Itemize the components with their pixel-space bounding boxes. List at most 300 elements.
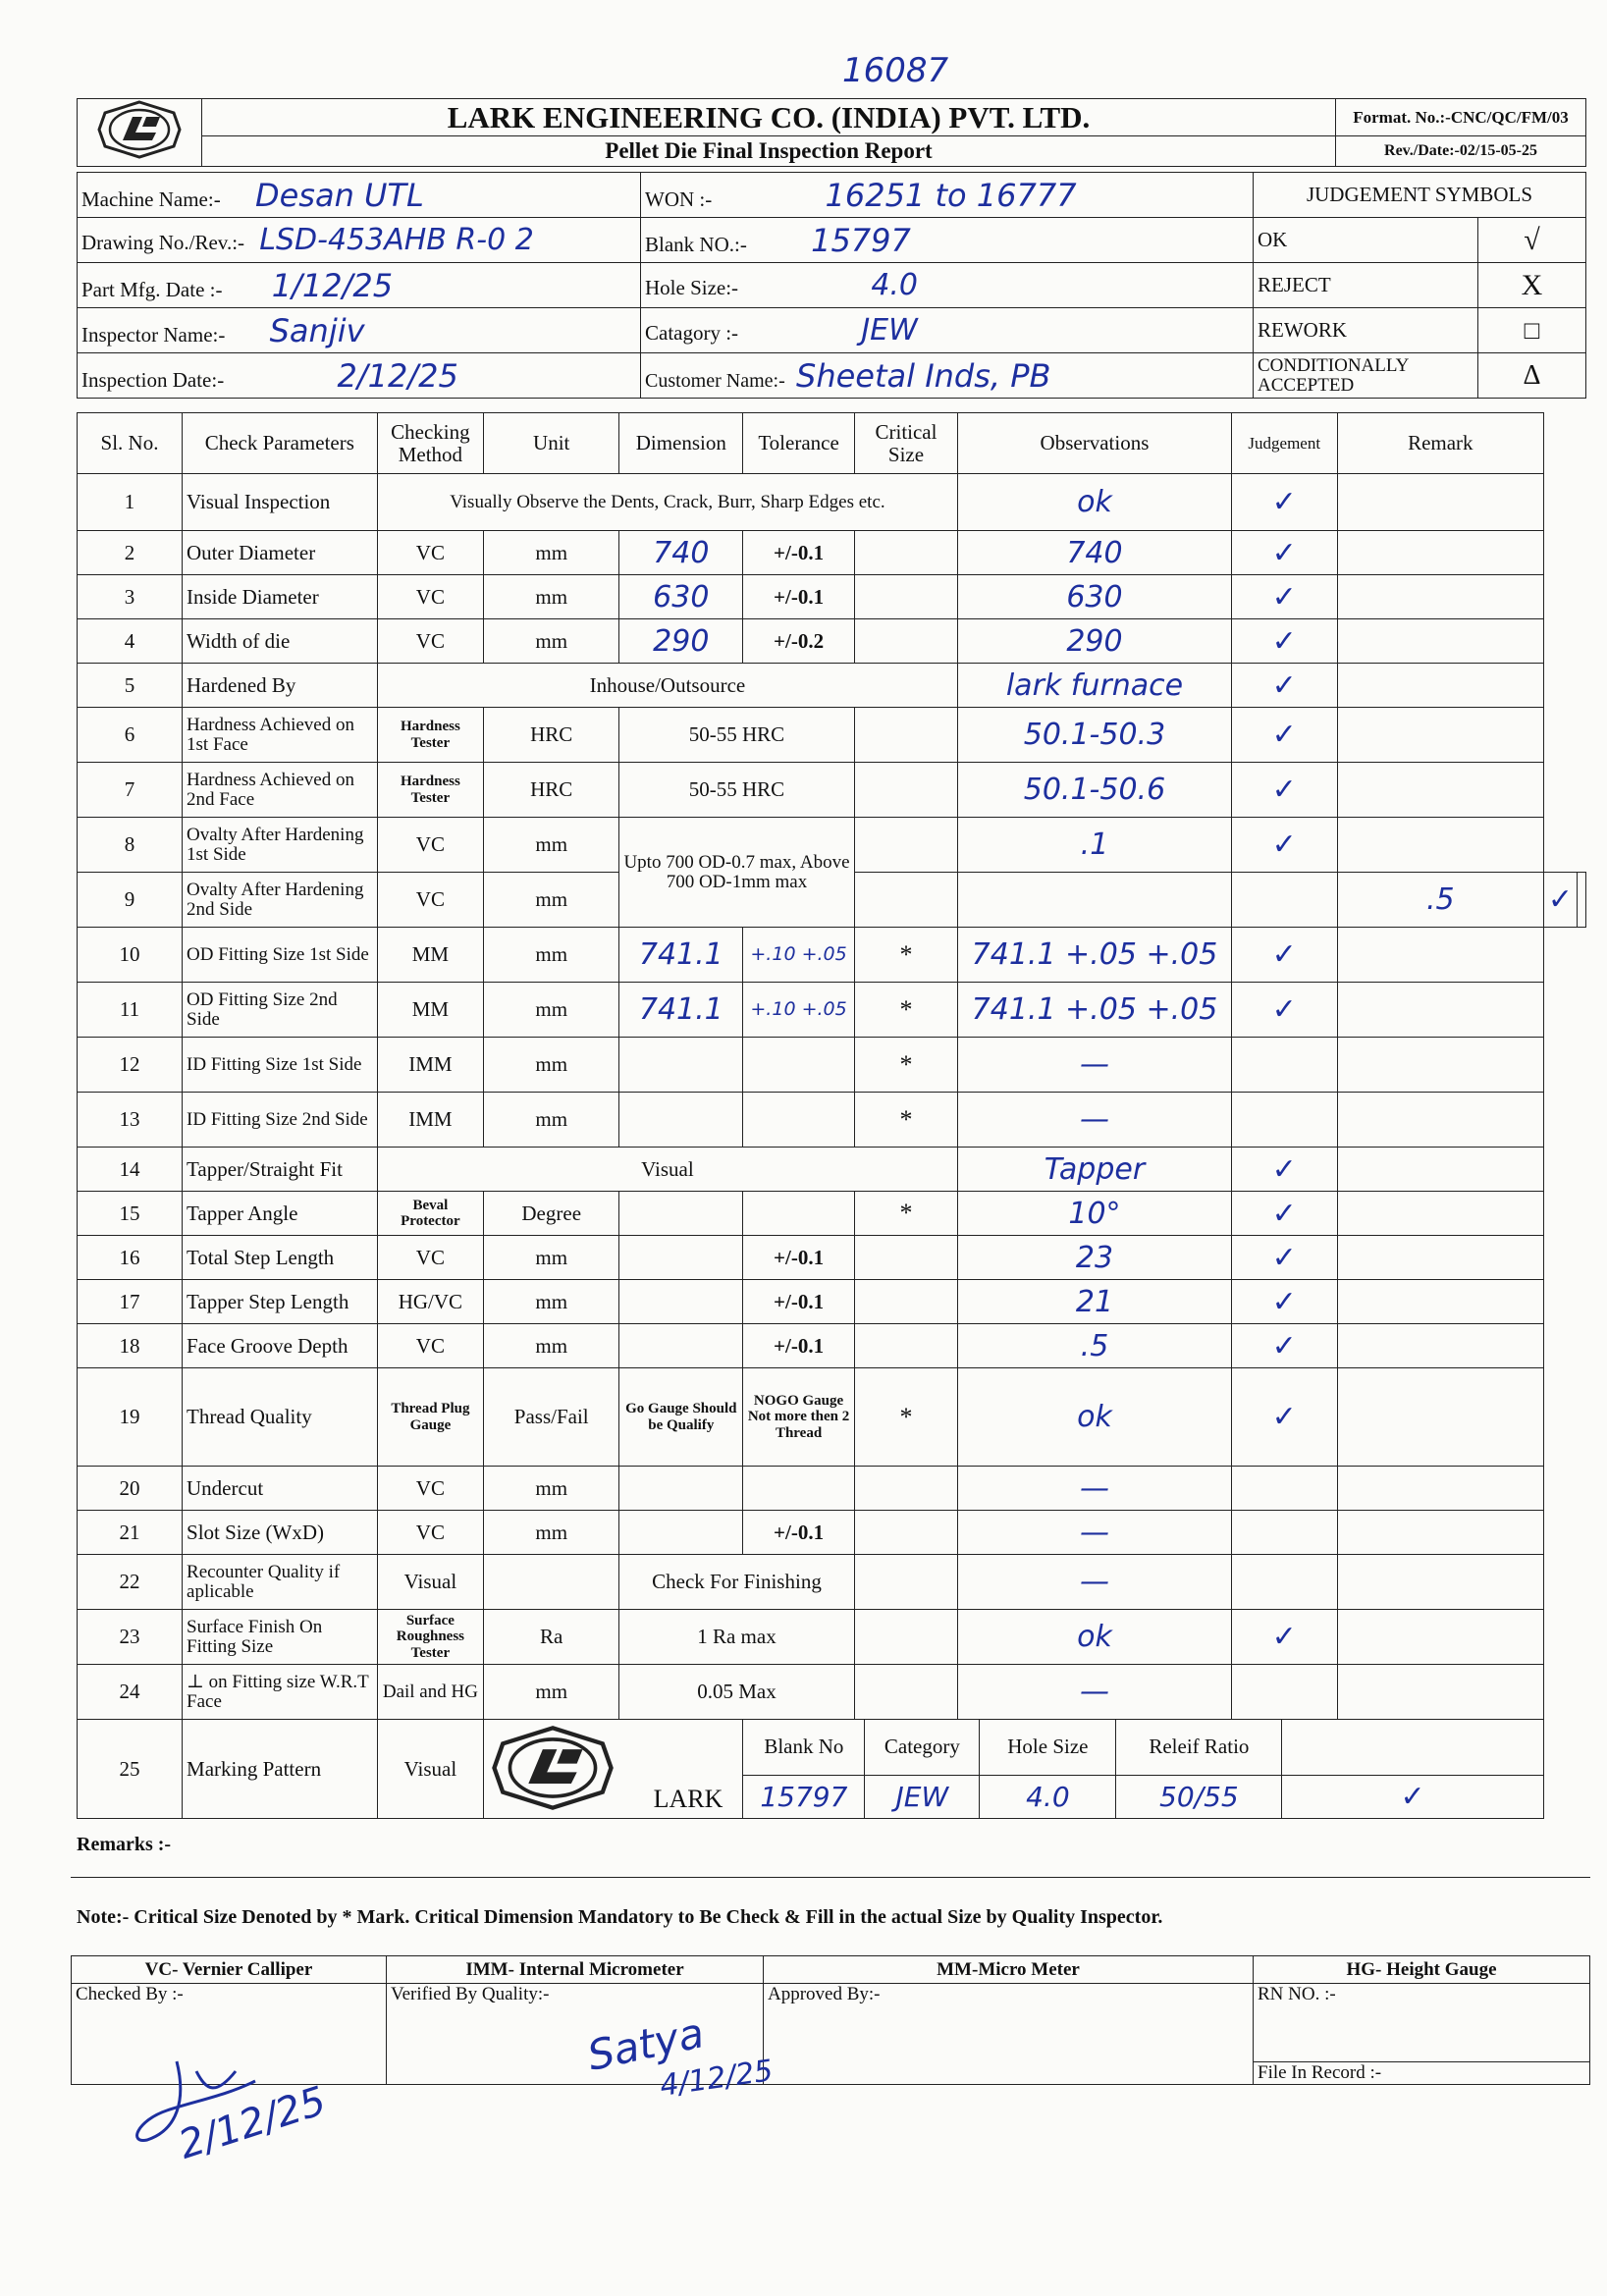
row-remark [1337,1555,1543,1610]
row-dimension [619,1192,743,1236]
approved-by-label: Approved By:- [768,1984,881,2004]
table-row-3 [78,575,1586,619]
row-no: 6 [78,708,183,763]
row-tolerance: +/-0.1 [743,1236,854,1280]
row-method: Dail and HG [377,1665,484,1720]
table-row-7 [78,763,1586,818]
row-param: Tapper Angle [183,1192,378,1236]
row-no: 17 [78,1280,183,1324]
row-judgement [1231,1555,1337,1610]
row-no: 9 [78,873,183,928]
legend-imm: IMM- Internal Micrometer [387,1956,764,1984]
table-row-1 [78,474,1586,531]
row-critical: * [854,1038,958,1093]
row-tolerance: +/-0.1 [743,1280,854,1324]
row-dimension [619,1324,743,1368]
row-remark [1337,1511,1543,1555]
row-unit: mm [484,928,619,983]
row-unit: mm [484,1038,619,1093]
row-param: Tapper/Straight Fit [183,1148,378,1192]
row-critical [854,1511,958,1555]
row-param: Ovalty After Hardening 2nd Side [183,873,378,928]
customer-field [641,353,1254,399]
row-param: Visual Inspection [183,474,378,531]
row-observation: 21 [958,1280,1231,1324]
company-logo-icon [95,99,184,160]
row-param: Outer Diameter [183,531,378,575]
row-remark [1337,575,1543,619]
row-observation: Tapper [958,1148,1231,1192]
row-judgement: ✓ [1231,474,1337,531]
row-observation: .1 [958,818,1231,873]
approved-by [764,1984,1254,2085]
table-row-16 [78,1236,1586,1280]
row-no: 22 [78,1555,183,1610]
table-row-20 [78,1467,1586,1511]
logo-cell [78,99,202,167]
row-tolerance: +/-0.1 [743,1511,854,1555]
inspection-date-label: Inspection Date:- [81,367,225,392]
row-no: 7 [78,763,183,818]
row-unit: mm [484,531,619,575]
blank-value: 15797 [811,221,911,259]
row-critical [854,763,958,818]
col-critical: Critical Size [854,413,958,474]
row-tolerance: +/-0.1 [743,531,854,575]
row-observation: 630 [958,575,1231,619]
col-judgement: Judgement [1231,413,1337,474]
mfg-label: Part Mfg. Date :- [81,277,223,301]
row-critical [854,818,958,873]
row-tolerance: NOGO Gauge Not more then 2 Thread [743,1368,854,1467]
row-method: VC [377,818,484,873]
table-row-22 [78,1555,1586,1610]
col-unit: Unit [484,413,619,474]
symbol-reject: X [1478,263,1586,308]
row-unit: Pass/Fail [484,1368,619,1467]
table-row-24 [78,1665,1586,1720]
row-judgement: ✓ [1231,1192,1337,1236]
top-handwritten-number: 16087 [842,51,949,90]
row-method: IMM [377,1093,484,1148]
row-judgement [1231,1511,1337,1555]
table-row-4 [78,619,1586,664]
mark-relief-value: 50/55 [1116,1775,1282,1818]
row-param: Ovalty After Hardening 1st Side [183,818,378,873]
row-param: Slot Size (WxD) [183,1511,378,1555]
row-judgement: ✓ [1231,1324,1337,1368]
col-remark: Remark [1337,413,1543,474]
row-tolerance: +.10 +.05 [743,983,854,1038]
table-row-11 [78,983,1586,1038]
row-method: VC [377,1511,484,1555]
col-observations: Observations [958,413,1231,474]
file-in-record: File In Record :- [1254,2062,1590,2085]
row-no: 3 [78,575,183,619]
row-remark [1337,1665,1543,1720]
row-no: 2 [78,531,183,575]
lark-logo-icon [484,1724,621,1812]
company-name: LARK ENGINEERING CO. (INDIA) PVT. LTD. [202,99,1336,136]
info-table [77,172,1586,399]
row-remark [1337,1148,1543,1192]
row-observation: 10° [958,1192,1231,1236]
row-method: VC [377,575,484,619]
row-remark [1337,1324,1543,1368]
row-method: VC [377,1236,484,1280]
symbol-rework: □ [1478,308,1586,353]
row-observation: .5 [1337,873,1543,928]
inspector-field [78,308,641,353]
won-label: WON :- [645,187,713,211]
mark-hole-value: 4.0 [980,1775,1116,1818]
row-dimension: 740 [619,531,743,575]
blank-label: Blank NO.:- [645,232,747,256]
row-no: 21 [78,1511,183,1555]
row-judgement: ✓ [1231,619,1337,664]
row-remark [1337,664,1543,708]
col-method: Checking Method [377,413,484,474]
row-remark [1337,928,1543,983]
inspection-table [77,412,1586,1819]
row-observation: ok [958,1368,1231,1467]
symbol-ok: √ [1478,218,1586,263]
row-method: Hardness Tester [377,763,484,818]
category-field [641,308,1254,353]
row-dimension: 741.1 [619,928,743,983]
row-method: MM [377,983,484,1038]
marking-lark-cell [484,1720,743,1819]
symbols-title: JUDGEMENT SYMBOLS [1254,173,1586,218]
row-param: OD Fitting Size 2nd Side [183,983,378,1038]
row-judgement: ✓ [1231,708,1337,763]
row-tolerance: +/-0.2 [743,619,854,664]
row-unit: mm [484,1511,619,1555]
row-remark [1337,1236,1543,1280]
row-unit: mm [484,983,619,1038]
row-remark [1578,873,1586,928]
table-row-23 [78,1610,1586,1665]
row-observation: 741.1 +.05 +.05 [958,928,1231,983]
row-unit: Degree [484,1192,619,1236]
row-dimension-tolerance: 1 Ra max [619,1610,855,1665]
row-param: ID Fitting Size 1st Side [183,1038,378,1093]
row-judgement: ✓ [1231,1368,1337,1467]
row-judgement: ✓ [1231,531,1337,575]
row-no: 24 [78,1665,183,1720]
row-dimension-tolerance: 50-55 HRC [619,763,855,818]
row-dimension [619,1038,743,1093]
row-tolerance [743,1192,854,1236]
row-judgement: ✓ [1231,575,1337,619]
row-remark [1337,1467,1543,1511]
row-unit: HRC [484,708,619,763]
row-judgement [1231,1038,1337,1093]
row-no: 8 [78,818,183,873]
row-method: Beval Protector [377,1192,484,1236]
verified-signature: Satya [583,2008,709,2080]
table-row-25 [78,1720,1586,1819]
row-critical [1231,873,1337,928]
row-method: VC [377,619,484,664]
row-critical [854,575,958,619]
table-row-8 [78,818,1586,873]
table-row-15 [78,1192,1586,1236]
row-span-text: Visually Observe the Dents, Crack, Burr, Sharp Edges etc. [377,474,958,531]
row-remark [1337,531,1543,575]
row-remark [1337,708,1543,763]
row-param: Recounter Quality if aplicable [183,1555,378,1610]
row-no: 10 [78,928,183,983]
row-judgement: ✓ [1543,873,1577,928]
row-remark [1337,474,1543,531]
row-dimension: 630 [619,575,743,619]
row-dimension [619,1280,743,1324]
row-no: 11 [78,983,183,1038]
row-critical [854,1610,958,1665]
mark-empty [1282,1720,1543,1775]
mark-relief-header: Releif Ratio [1116,1720,1282,1775]
row-param: ID Fitting Size 2nd Side [183,1093,378,1148]
table-row-5 [78,664,1586,708]
row-method: HG/VC [377,1280,484,1324]
row-method: IMM [377,1038,484,1093]
row-dimension [854,873,958,928]
row-param: Width of die [183,619,378,664]
row-unit: mm [484,575,619,619]
row-dimension [619,1093,743,1148]
row-param: OD Fitting Size 1st Side [183,928,378,983]
row-method: Visual [377,1720,484,1819]
inspector-label: Inspector Name:- [81,322,226,347]
row-observation: — [958,1555,1231,1610]
row-critical: * [854,1093,958,1148]
col-sl: Sl. No. [78,413,183,474]
row-method: Thread Plug Gauge [377,1368,484,1467]
verified-by-label: Verified By Quality:- [391,1984,550,2004]
row-param: Hardness Achieved on 2nd Face [183,763,378,818]
row-judgement: ✓ [1231,928,1337,983]
row-method: VC [377,1324,484,1368]
row-tolerance [743,1467,854,1511]
row-critical: * [854,1368,958,1467]
row-dimension: 741.1 [619,983,743,1038]
row-no: 18 [78,1324,183,1368]
row-dimension: 290 [619,619,743,664]
mark-category-header: Category [865,1720,980,1775]
row-judgement: ✓ [1231,664,1337,708]
row-unit [484,1555,619,1610]
row-no: 23 [78,1610,183,1665]
row-unit: mm [484,1324,619,1368]
row-dimension-tolerance: 0.05 Max [619,1665,855,1720]
marking-pattern-grid [743,1720,1543,1819]
table-row-21 [78,1511,1586,1555]
table-row-19 [78,1368,1586,1467]
row-remark [1337,1093,1543,1148]
row-critical [854,708,958,763]
legend-vc: VC- Vernier Calliper [72,1956,387,1984]
row-span-text: Inhouse/Outsource [377,664,958,708]
row-no: 14 [78,1148,183,1192]
category-value: JEW [861,313,918,347]
row-judgement: ✓ [1231,763,1337,818]
mark-blank-header: Blank No [743,1720,865,1775]
header-table [77,98,1586,167]
row-dimension: Go Gauge Should be Qualify [619,1368,743,1467]
row-dimension-tolerance: Check For Finishing [619,1555,855,1610]
row-no: 4 [78,619,183,664]
row-remark [1337,619,1543,664]
remarks-divider [71,1877,1590,1878]
row-dimension-tolerance: Upto 700 OD-0.7 max, Above 700 OD-1mm max [619,818,855,928]
row-observation: — [958,1665,1231,1720]
table-row-14 [78,1148,1586,1192]
mfg-value: 1/12/25 [271,266,394,304]
row-tolerance [743,1038,854,1093]
row-judgement: ✓ [1231,983,1337,1038]
row-dimension [619,1236,743,1280]
row-no: 5 [78,664,183,708]
row-no: 13 [78,1093,183,1148]
blank-field [641,218,1254,263]
row-judgement: ✓ [1231,818,1337,873]
hole-value: 4.0 [871,268,919,302]
row-critical: * [854,1192,958,1236]
row-judgement [1231,1093,1337,1148]
legend-hg: HG- Height Gauge [1254,1956,1590,1984]
row-dimension [619,1467,743,1511]
row-observation: .5 [958,1324,1231,1368]
row-dimension-tolerance: 50-55 HRC [619,708,855,763]
row-unit: mm [484,1665,619,1720]
row-method: Visual [377,1555,484,1610]
row-critical [854,1467,958,1511]
row-critical [854,1324,958,1368]
row-method: VC [377,531,484,575]
row-critical: * [854,983,958,1038]
row-remark [1337,818,1543,873]
row-observation: ok [958,1610,1231,1665]
column-header-row [78,413,1586,474]
row-unit: mm [484,818,619,873]
symbol-ok-label: OK [1254,218,1478,263]
mark-blank-value: 15797 [743,1775,865,1818]
row-remark [1337,1280,1543,1324]
row-no: 12 [78,1038,183,1093]
row-tolerance [743,1093,854,1148]
col-dimension: Dimension [619,413,743,474]
row-remark [1337,1368,1543,1467]
row-critical [854,619,958,664]
row-span-text: Visual [377,1148,958,1192]
symbol-rework-label: REWORK [1254,308,1478,353]
row-tolerance: +.10 +.05 [743,928,854,983]
row-method: Surface Roughness Tester [377,1610,484,1665]
rn-no: RN NO. :- [1254,1984,1590,2062]
format-no: Format. No.:-CNC/QC/FM/03 [1336,99,1586,136]
row-unit: mm [484,619,619,664]
hole-field [641,263,1254,308]
row-no: 19 [78,1368,183,1467]
row-remark [1337,1192,1543,1236]
row-critical [854,1236,958,1280]
row-param: Surface Finish On Fitting Size [183,1610,378,1665]
col-tolerance: Tolerance [743,413,854,474]
row-unit: mm [484,1093,619,1148]
row-dimension [619,1511,743,1555]
row-param: Tapper Step Length [183,1280,378,1324]
row-unit: mm [484,1280,619,1324]
row-critical [854,1665,958,1720]
row-judgement: ✓ [1231,1280,1337,1324]
checked-date: 2/12/25 [173,2078,332,2168]
symbol-conditional-label: CONDITIONALLY ACCEPTED [1254,353,1478,399]
table-row-12 [78,1038,1586,1093]
row-param: Thread Quality [183,1368,378,1467]
row-judgement [1231,1467,1337,1511]
row-unit: Ra [484,1610,619,1665]
row-param: Hardness Achieved on 1st Face [183,708,378,763]
row-param: ⊥ on Fitting size W.R.T Face [183,1665,378,1720]
row-judgement [1231,1665,1337,1720]
remarks-label: Remarks :- [77,1834,172,1855]
inspection-date-value: 2/12/25 [337,356,458,395]
won-field [641,173,1254,218]
table-row-10 [78,928,1586,983]
hole-label: Hole Size:- [645,276,739,299]
row-observation: 290 [958,619,1231,664]
row-judgement: ✓ [1231,1610,1337,1665]
row-method: VC [377,873,484,928]
inspector-value: Sanjiv [269,311,365,349]
symbol-reject-label: REJECT [1254,263,1478,308]
row-observation: — [958,1467,1231,1511]
inspection-date-field [78,353,641,399]
verified-date: 4/12/25 [658,2054,776,2104]
row-method: MM [377,928,484,983]
lark-text: LARK [653,1785,723,1813]
row-judgement: ✓ [1231,1148,1337,1192]
checked-by-label: Checked By :- [76,1984,184,2004]
row-critical [854,531,958,575]
row-tolerance: +/-0.1 [743,1324,854,1368]
row-method: VC [377,1467,484,1511]
row-param: Inside Diameter [183,575,378,619]
row-unit: mm [484,1236,619,1280]
drawing-value: LSD-453AHB R-0 2 [259,223,534,257]
row-remark [1337,1038,1543,1093]
table-row-6 [78,708,1586,763]
row-no: 20 [78,1467,183,1511]
mfg-date-field [78,263,641,308]
row-unit: HRC [484,763,619,818]
row-param: Hardened By [183,664,378,708]
row-param: Marking Pattern [183,1720,378,1819]
row-critical [854,1555,958,1610]
row-observation: 23 [958,1236,1231,1280]
row-tolerance: +/-0.1 [743,575,854,619]
row-unit: mm [484,1467,619,1511]
inspection-rows [78,474,1586,1720]
row-unit: mm [484,873,619,928]
table-row-13 [78,1093,1586,1148]
row-observation: — [958,1511,1231,1555]
row-observation: 740 [958,531,1231,575]
customer-value: Sheetal Inds, PB [796,356,1051,395]
row-param: Undercut [183,1467,378,1511]
col-param: Check Parameters [183,413,378,474]
